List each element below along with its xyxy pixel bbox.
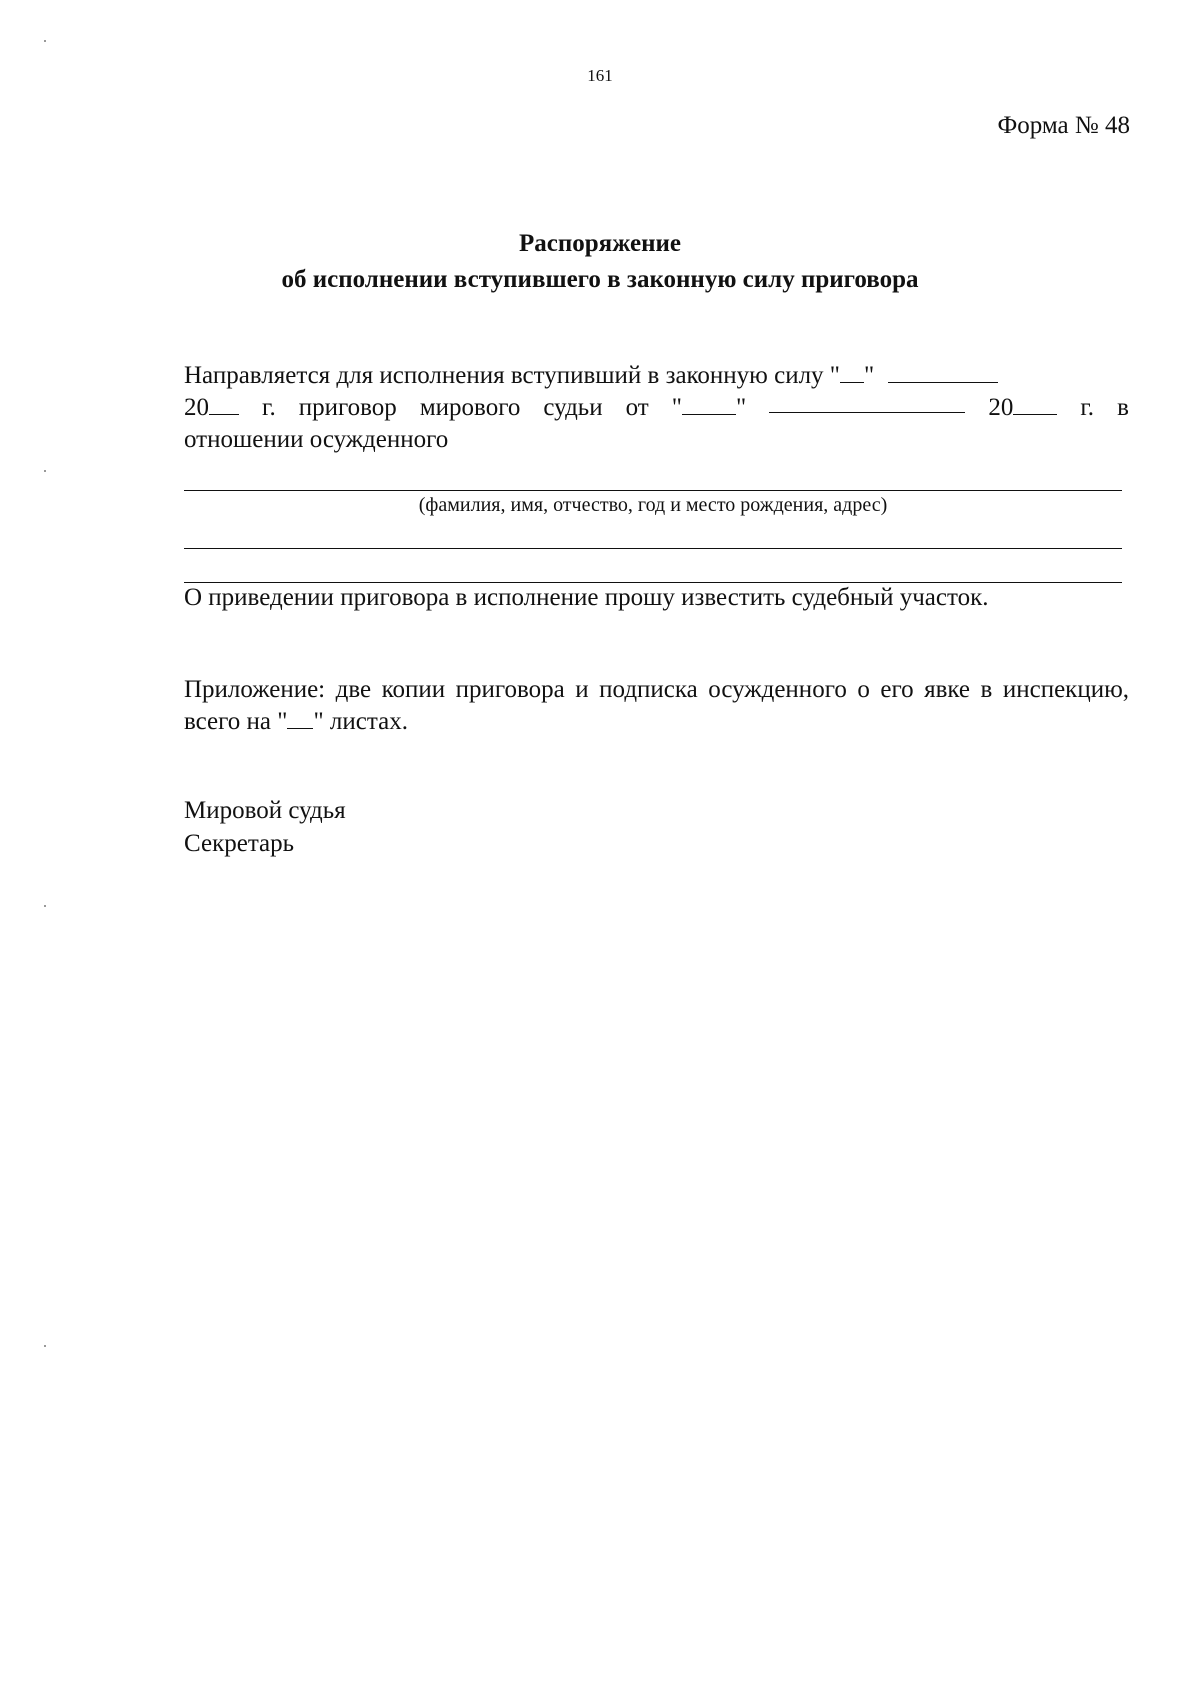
form-number: Форма № 48 bbox=[997, 112, 1130, 139]
word-verdict: приговор bbox=[298, 394, 397, 421]
word-from: от bbox=[625, 394, 649, 421]
verdict-year-prefix: 20 bbox=[988, 394, 1014, 421]
word-judge: судьи bbox=[543, 394, 603, 421]
title-line-1: Распоряжение bbox=[519, 230, 681, 257]
verdict-month-blank bbox=[769, 392, 965, 413]
month-blank bbox=[888, 362, 998, 383]
page-number: 161 bbox=[587, 66, 613, 85]
quote-close: " bbox=[864, 362, 875, 389]
name-field-caption: (фамилия, имя, отчество, год и место рождения, адрес) bbox=[418, 494, 888, 516]
attachment-text: Приложение: две копии приговора и подписка осужденного о его явке в инспекцию, всего на " bbox=[184, 676, 1129, 735]
year-prefix: 20 bbox=[184, 394, 209, 421]
scan-mark bbox=[44, 905, 46, 907]
word-year-2: г. bbox=[1080, 394, 1095, 421]
convict-info-line-2 bbox=[184, 548, 1122, 549]
scan-mark bbox=[44, 470, 46, 472]
verdict-day-blank bbox=[682, 394, 736, 415]
convict-name-line bbox=[184, 490, 1122, 491]
quote-open: " bbox=[671, 394, 682, 421]
secretary-signature-label: Секретарь bbox=[184, 830, 295, 857]
word-magistrate: мирового bbox=[419, 394, 521, 421]
attachment-text-end: " листах. bbox=[313, 708, 408, 735]
signature-block bbox=[184, 794, 346, 860]
sheets-blank bbox=[287, 708, 313, 729]
word-year: г. bbox=[262, 394, 276, 421]
year-blank bbox=[209, 394, 239, 415]
day-blank bbox=[840, 362, 864, 383]
paragraph-line-1 bbox=[184, 360, 1129, 392]
paragraph-line-2 bbox=[184, 392, 1129, 424]
direction-text: Направляется для исполнения вступивший в законную силу " bbox=[184, 362, 841, 389]
quote-close-2: " bbox=[736, 394, 747, 421]
paragraph-line-3: отношении осужденного bbox=[184, 426, 449, 453]
paragraph-direction bbox=[184, 360, 1129, 456]
word-in: в bbox=[1117, 394, 1129, 421]
paragraph-execution-request: О приведении приговора в исполнение прошу известить судебный участок. bbox=[184, 584, 989, 611]
verdict-year-blank bbox=[1013, 394, 1057, 415]
scan-mark bbox=[44, 1345, 46, 1347]
scan-mark bbox=[44, 40, 46, 42]
paragraph-attachment bbox=[184, 674, 1129, 738]
document-title bbox=[0, 226, 1200, 298]
title-line-2: об исполнении вступившего в законную силу приговора bbox=[281, 266, 919, 293]
judge-signature-label: Мировой судья bbox=[184, 797, 346, 824]
